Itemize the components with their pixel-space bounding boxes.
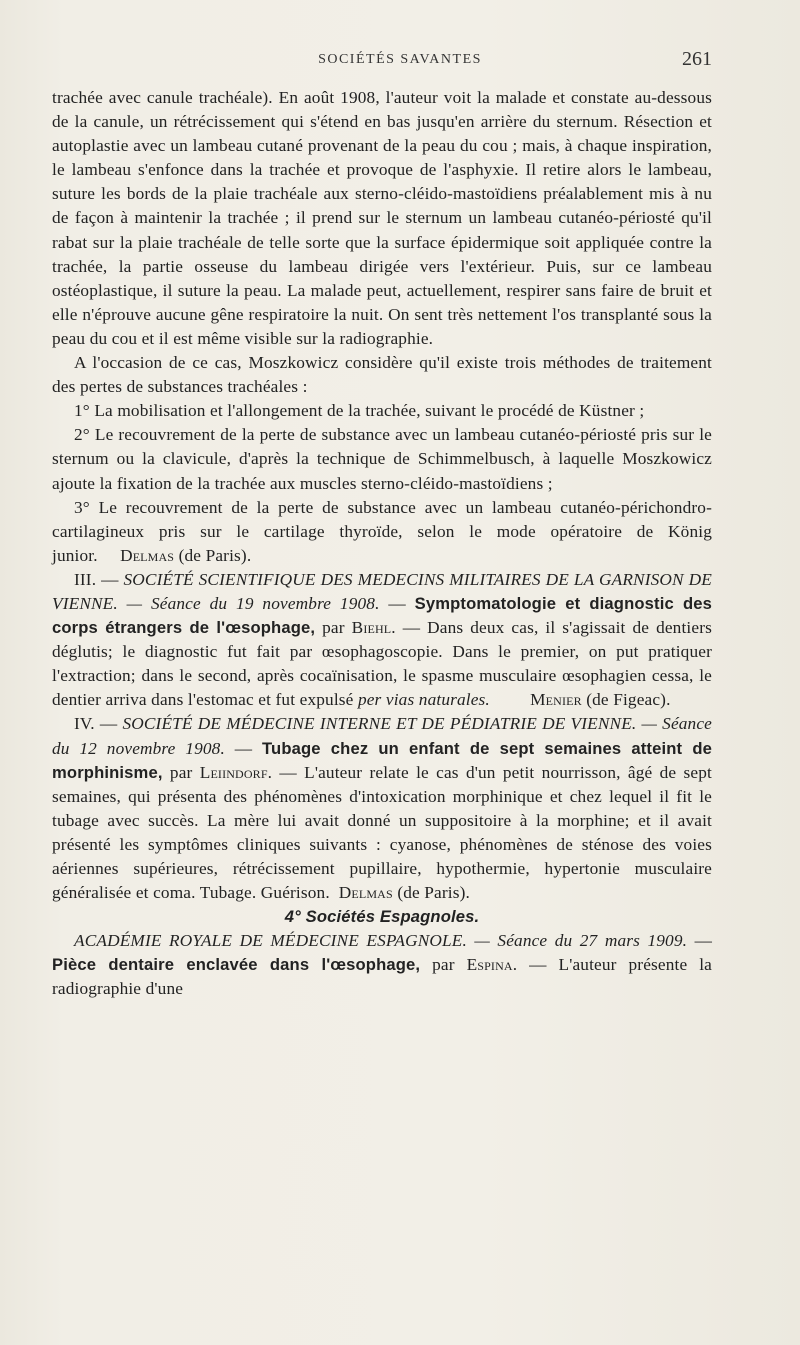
paragraph-method-2: 2° Le recouvrement de la perte de substance avec un lambeau cutanéo-périosté pris sur le sternum ou la clavicule, d'après la technique de Schimmelbusch, à laquelle Moszkowicz ajoute la fixation de la trachée aux muscles sterno-cléido-mastoïdiens ; — [52, 425, 712, 493]
section-iv-title: Tubage chez un enfant de sept semaines atteint de morphinisme, — [52, 738, 712, 782]
par-text: par — [315, 618, 352, 638]
section-iv — [52, 712, 712, 905]
section-v-text: . — L'auteur présente la radiographie d'une — [52, 955, 712, 999]
paragraph-methods-intro: A l'occasion de ce cas, Moszkowicz considère qu'il existe trois méthodes de traitement des pertes de substances trachéales : — [52, 353, 712, 397]
page-number: 261 — [682, 48, 712, 70]
section-iii-text: . — Dans deux cas, il s'agissait de dentiers déglutis; le diagnostic fut fait par œsophagoscopie. Dans le premier, on put pratiquer l'extraction; dans le second, après cocaïnisation, le spasme musculaire œsophagien cessa, le dentier arriva dans l'estomac et fut expulsé — [52, 618, 712, 710]
separator: — — [687, 931, 712, 951]
section-iii-latin: per vias naturales. — [357, 690, 490, 710]
separator: — — [224, 738, 262, 758]
running-title: SOCIÉTÉS SAVANTES — [318, 52, 482, 67]
section-iii — [52, 568, 712, 713]
section-iv-number: IV. — — [74, 714, 123, 734]
paragraph-method-3 — [52, 496, 712, 568]
method-3-text: 3° Le recouvrement de la perte de substance avec un lambeau cutanéo-périchondro-cartilagineux pris sur le cartilage thyroïde, selon le mode opératoire de König junior. — [52, 497, 712, 565]
signature-author: Menier — [530, 690, 582, 710]
section-iii-number: III. — — [74, 569, 124, 589]
section-iii-speaker: Biehl — [351, 618, 392, 638]
signature-author: Delmas — [338, 883, 393, 903]
section-v-speaker: Espina — [466, 955, 513, 975]
section-iii-society: SOCIÉTÉ SCIENTIFIQUE DES MEDECINS MILITAIRES DE LA GARNISON DE VIENNE. — Séance du 19 novembre 1908. — [52, 569, 712, 613]
separator: — — [379, 593, 415, 613]
running-header — [0, 48, 800, 78]
section-iv-speaker: Leiindorf — [199, 762, 268, 782]
signature-place: (de Figeac). — [586, 690, 671, 710]
paragraph-tracheal-case: trachée avec canule trachéale). En août 1908, l'auteur voit la malade et constate au-dessous de la canule, un rétrécissement qui s'étend en bas jusqu'en arrière du sternum. Résection et autoplastie avec un lambeau cutané provenant de la peau du cou ; mais, à chaque inspiration, le lambeau s'enfonce dans la trachée et provoque de l'asphyxie. Il retire alors le lambeau, suture les bords de la plaie trachéale aux sterno-cléido-mastoïdiens préalablement mis à nu de façon à maintenir la trachée ; il prend sur le sternum un lambeau cutanéo-périosté qu'il rabat sur la plaie trachéale de telle sorte que la surface épidermique soit appliquée contre la trachée, la partie osseuse du lambeau dirigée vers l'extérieur. Puis, sur ce lambeau ostéoplastique, il suture la peau. La malade peut, actuellement, respirer sans faire de bruit et elle n'éprouve aucune gêne respiratoire la nuit. On sent très nettement l'os transplanté sous la peau du cou et il est même visible sur la radiographie. — [52, 88, 712, 348]
section-v-title: Pièce dentaire enclavée dans l'œsophage, — [52, 955, 421, 975]
signature-place: (de Paris). — [397, 883, 470, 903]
section-v-society: ACADÉMIE ROYALE DE MÉDECINE ESPAGNOLE. — Séance du 27 mars 1909. — [74, 931, 688, 951]
par-text: par — [420, 955, 467, 975]
section-iv-society: SOCIÉTÉ DE MÉDECINE INTERNE ET DE PÉDIATRIE DE VIENNE. — Séance du 12 novembre 1908. — [52, 714, 712, 758]
signature-place: (de Paris). — [178, 545, 252, 565]
par-text: par — [162, 762, 200, 782]
section-heading-spanish: 4° Sociétés Espagnoles. — [284, 907, 480, 927]
page-body — [52, 86, 712, 1002]
section-iii-title: Symptomatologie et diagnostic des corps étrangers de l'œsophage, — [52, 593, 712, 638]
section-v — [52, 929, 712, 1001]
paragraph-method-1: 1° La mobilisation et l'allongement de la trachée, suivant le procédé de Küstner ; — [74, 401, 645, 421]
signature-author: Delmas — [120, 545, 175, 565]
section-iv-text: . — L'auteur relate le cas d'un petit nourrisson, âgé de sept semaines, qui présenta des phénomènes d'intoxication morphinique et chez lequel il fit le tubage avec succès. La mère lui avait donné un suppositoire à la morphine; et il avait présenté les symptômes cliniques suivants : cyanose, phénomènes de sténose des voies aériennes supérieures, rétrécissement pupillaire, hypothermie, hypertonie musculaire généralisée et coma. Tubage. Guérison. — [52, 762, 712, 903]
